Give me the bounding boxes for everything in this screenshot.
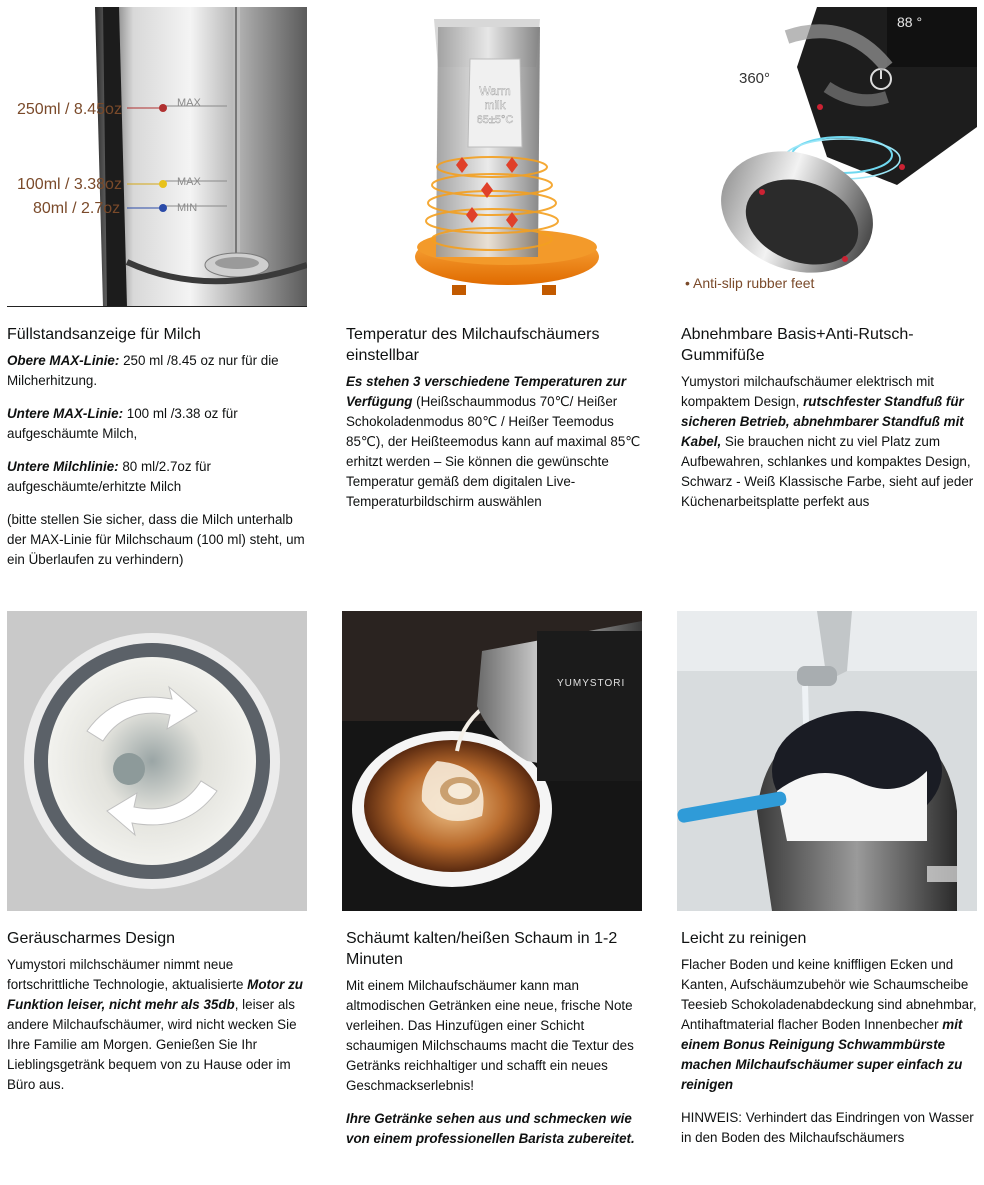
lower-milk-text: 80 ml/2.7oz für aufgeschäumte/erhitzte Milch: [7, 459, 211, 494]
card-body-milk-level: [7, 351, 309, 583]
card-body-foam: [346, 976, 646, 1162]
marker-dot-yellow: [159, 180, 167, 188]
detachable-base-image: [677, 7, 977, 307]
card-title-quiet: Geräuscharmes Design: [7, 930, 176, 947]
min-mark: MIN: [177, 202, 198, 214]
foam-bold: Ihre Getränke sehen aus und schmecken wie von einem professionellen Barista zubereitet.: [346, 1111, 635, 1146]
lower-milk-label: Untere Milchlinie:: [7, 459, 119, 474]
temperature-image: [342, 7, 642, 307]
cup-label-milk: milk: [484, 98, 506, 112]
foam-text: Mit einem Milchaufschäumer kann man altmodischen Getränken eine neue, frische Note verleihen. Das Hinzufügen einer Schicht schaumigen Milchschaums macht die Textur des Getränks reichhaltiger und schafft ein neues Geschmackserlebnis!: [346, 978, 634, 1093]
cup-label-warm: Warm: [479, 84, 511, 98]
upper-max-text: 250 ml /8.45 oz nur für die Milcherhitzung.: [7, 353, 279, 388]
card-title-clean: Leicht zu reinigen: [681, 930, 807, 947]
card-body-quiet: [7, 955, 309, 1108]
card-body-base: [681, 372, 979, 525]
label-100ml: 100ml / 3.38oz: [17, 176, 122, 193]
marker-dot-blue: [159, 204, 167, 212]
card-title-milk-level: Füllstandsanzeige für Milch: [7, 326, 201, 343]
lower-max-label: Untere MAX-Linie:: [7, 406, 124, 421]
svg-text:88 °: 88 °: [897, 14, 923, 30]
clean-note: HINWEIS: Verhindert das Eindringen von Wasser in den Boden des Milchaufschäumers: [681, 1110, 974, 1145]
card-title-temperature: Temperatur des Milchaufschäumers einstellbar: [346, 326, 600, 364]
overflow-note: (bitte stellen Sie sicher, dass die Milch unterhalb der MAX-Linie für Milchschaum (100 ml) steht, um ein Überlaufen zu verhindern): [7, 512, 305, 567]
base-text-2: Sie brauchen nicht zu viel Platz zum Aufbewahren, schlankes und kompaktes Design, Schwarz - Weiß Klassische Farbe, sieht auf jeder Küchenarbeitsplatte perfekt aus: [681, 434, 974, 509]
temperature-text: (Heißschaummodus 70℃/ Heißer Schokoladenmodus 80℃ / Heißer Teemodus 85℃), der Heißteemodus kann auf maximal 85℃ erhitzt werden – Sie können die gewünschte Temperatur gemäß dem digitalen Live-Temperaturbildschirm auswählen: [346, 394, 641, 509]
quiet-design-image: [7, 611, 307, 911]
card-body-temperature: [346, 372, 646, 525]
marker-dot-red: [159, 104, 167, 112]
temperature-bold: Es stehen 3 verschiedene Temperaturen zur Verfügung: [346, 374, 627, 409]
latte-art-image: [342, 611, 642, 911]
label-250ml: 250ml / 8.45oz: [17, 101, 122, 118]
clean-bold: mit einem Bonus Reinigung Schwammbürste machen Milchaufschäumer super einfach zu reinigen: [681, 1017, 963, 1092]
card-title-base: Abnehmbare Basis+Anti-Rutsch-Gummifüße: [681, 326, 914, 364]
upper-max-label: Obere MAX-Linie:: [7, 353, 120, 368]
cup-label-temp: 65±5°C: [476, 114, 514, 126]
max-mark-upper: MAX: [177, 97, 201, 109]
base-text-1: Yumystori milchaufschäumer elektrisch mit kompaktem Design,: [681, 374, 935, 409]
quiet-bold: Motor zu Funktion leiser, nicht mehr als 35db: [7, 977, 303, 1012]
quiet-text-1: Yumystori milchschäumer nimmt neue fortschrittliche Technologie, aktualisierte: [7, 957, 248, 992]
clean-text: Flacher Boden und keine kniffligen Ecken und Kanten, Aufschäumzubehör wie Schaumscheibe Teesieb Schokoladenabdeckung sind abnehmbar, Antihaftmaterial flacher Boden Innenbecher: [681, 957, 977, 1032]
anti-slip-caption: • Anti-slip rubber feet: [685, 275, 815, 291]
label-80ml: 80ml / 2.7oz: [33, 200, 121, 217]
milk-level-image: [7, 7, 307, 307]
lower-max-text: 100 ml /3.38 oz für aufgeschäumte Milch,: [7, 406, 238, 441]
easy-clean-image: [677, 611, 977, 911]
card-body-clean: [681, 955, 979, 1161]
pitcher-brand: YUMYSTORI: [557, 678, 626, 689]
base-bold: rutschfester Standfuß für sicheren Betrieb, abnehmbarer Standfuß mit Kabel,: [681, 394, 964, 449]
card-title-foam: Schäumt kalten/heißen Schaum in 1-2 Minuten: [346, 930, 618, 968]
rotation-label: 360°: [739, 70, 771, 87]
max-mark-lower: MAX: [177, 176, 201, 188]
quiet-text-2: , leiser als andere Milchaufschäumer, wird nicht wecken Sie Ihre Familie am Morgen. Genießen Sie Ihr Lieblingsgetränk bequem von zu Hause oder im Büro aus.: [7, 997, 297, 1092]
